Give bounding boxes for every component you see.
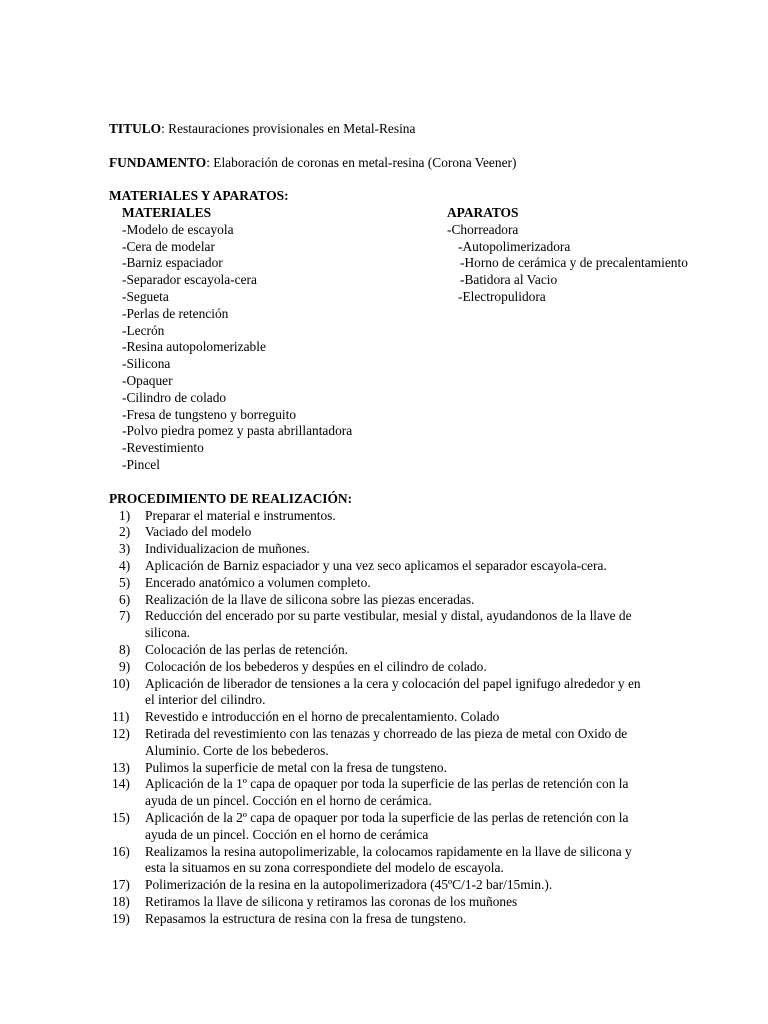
step-number: 16) <box>112 843 130 859</box>
procedure-step <box>109 575 729 592</box>
step-text: Retiramos la llave de silicona y retiramos las coronas de los muñones <box>145 893 518 909</box>
materiales-item: -Separador escayola-cera <box>122 272 257 288</box>
step-text: Revestido e introducción en el horno de precalentamiento. Colado <box>145 709 500 725</box>
procedure-step <box>109 676 729 710</box>
step-number: 2) <box>119 524 131 540</box>
step-number: 15) <box>112 809 130 825</box>
aparatos-column <box>447 205 688 306</box>
step-text: Encerado anatómico a volumen completo. <box>145 574 371 590</box>
procedure-step <box>109 877 729 894</box>
step-text: Aluminio. Corte de los bebederos. <box>145 742 329 758</box>
step-number: 12) <box>112 725 130 741</box>
step-text: Realización de la llave de silicona sobre las piezas enceradas. <box>145 591 475 607</box>
procedure-step <box>109 642 729 659</box>
step-number: 7) <box>119 608 131 624</box>
aparatos-item: -Batidora al Vacio <box>460 272 558 288</box>
step-number: 19) <box>112 910 130 926</box>
fundamento-text: : Elaboración de coronas en metal-resina (Corona Veener) <box>206 154 517 170</box>
materiales-item: -Fresa de tungsteno y borreguito <box>122 406 297 422</box>
step-text: Aplicación de la 1º capa de opaquer por toda la superficie de las perlas de retención con la <box>145 776 629 792</box>
step-text: silicona. <box>145 625 190 641</box>
titulo-text: : Restauraciones provisionales en Metal-Resina <box>161 121 416 136</box>
materiales-aparatos-columns <box>109 205 729 474</box>
procedure-step <box>109 894 729 911</box>
step-text: Aplicación de liberador de tensiones a la cera y colocación del papel ignifugo alrededor y en <box>145 675 641 691</box>
step-number: 17) <box>112 877 130 893</box>
step-text: esta la situamos en su zona correspondiete del modelo de escayola. <box>145 860 504 876</box>
step-text: Individualizacion de muñones. <box>145 541 310 557</box>
step-text: el interior del cilindro. <box>145 692 266 708</box>
step-text: Preparar el material e instrumentos. <box>145 507 336 523</box>
step-number: 3) <box>119 541 131 557</box>
step-number: 6) <box>119 591 131 607</box>
materiales-item: -Modelo de escayola <box>122 221 234 237</box>
step-text: Colocación de las perlas de retención. <box>145 641 349 657</box>
materiales-item: -Silicona <box>122 356 171 372</box>
titulo-line <box>109 121 729 138</box>
aparatos-item: -Chorreadora <box>447 221 519 237</box>
step-number: 13) <box>112 759 130 775</box>
fundamento-line <box>109 155 729 172</box>
step-text: Colocación de los bebederos y despúes en el cilindro de colado. <box>145 658 487 674</box>
aparatos-item: -Horno de cerámica y de precalentamiento <box>460 255 688 271</box>
step-number: 5) <box>119 574 131 590</box>
step-number: 18) <box>112 893 130 909</box>
materiales-item: -Polvo piedra pomez y pasta abrillantadora <box>122 423 353 439</box>
materiales-item: -Resina autopolomerizable <box>122 339 266 355</box>
procedure-step <box>109 592 729 609</box>
procedure-step <box>109 726 729 760</box>
procedure-step <box>109 776 729 810</box>
materiales-header: MATERIALES <box>122 204 212 220</box>
step-number: 10) <box>112 675 130 691</box>
materiales-item: -Pincel <box>122 456 160 472</box>
procedure-step <box>109 709 729 726</box>
materiales-item: -Cilindro de colado <box>122 389 227 405</box>
step-number: 9) <box>119 658 131 674</box>
materiales-item: -Lecrón <box>122 322 165 338</box>
step-text: Polimerización de la resina en la autopolimerizadora (45ºC/1-2 bar/15min.). <box>145 877 553 893</box>
document-page <box>109 121 729 928</box>
aparatos-list <box>447 222 688 306</box>
procedimiento-steps <box>109 508 729 928</box>
procedure-step <box>109 608 729 642</box>
procedure-step <box>109 810 729 844</box>
procedure-step <box>109 558 729 575</box>
step-number: 1) <box>119 507 131 523</box>
step-number: 4) <box>119 557 131 573</box>
procedure-step <box>109 760 729 777</box>
titulo-label: TITULO <box>109 121 162 136</box>
materiales-item: -Opaquer <box>122 372 173 388</box>
materiales-aparatos-heading: MATERIALES Y APARATOS: <box>109 188 289 204</box>
step-text: ayuda de un pincel. Cocción en el horno de cerámica <box>145 826 429 842</box>
procedure-step <box>109 844 729 878</box>
materiales-item: -Segueta <box>122 288 169 304</box>
procedure-step <box>109 541 729 558</box>
step-text: ayuda de un pincel. Cocción en el horno de cerámica. <box>145 793 432 809</box>
step-text: Pulimos la superficie de metal con la fresa de tungsteno. <box>145 759 447 775</box>
fundamento-label: FUNDAMENTO <box>109 154 207 170</box>
step-text: Vaciado del modelo <box>145 524 252 540</box>
step-text: Repasamos la estructura de resina con la fresa de tungsteno. <box>145 910 467 926</box>
procedure-step <box>109 508 729 525</box>
step-text: Retirada del revestimiento con las tenazas y chorreado de las pieza de metal con Oxido de <box>145 725 628 741</box>
materiales-item: -Barniz espaciador <box>122 255 223 271</box>
materiales-item: -Revestimiento <box>122 440 204 456</box>
step-text: Reducción del encerado por su parte vestibular, mesial y distal, ayudandonos de la llave de <box>145 608 632 624</box>
step-number: 8) <box>119 641 131 657</box>
procedimiento-heading: PROCEDIMIENTO DE REALIZACIÓN: <box>109 490 353 506</box>
aparatos-item: -Electropulidora <box>458 288 546 304</box>
procedure-step <box>109 659 729 676</box>
aparatos-header: APARATOS <box>447 204 519 220</box>
step-text: Aplicación de la 2º capa de opaquer por toda la superficie de las perlas de retención con la <box>145 809 629 825</box>
step-number: 14) <box>112 776 130 792</box>
materiales-list <box>122 222 352 474</box>
materiales-column <box>122 205 352 474</box>
materiales-item: -Perlas de retención <box>122 305 229 321</box>
materiales-item: -Cera de modelar <box>122 238 215 254</box>
procedure-step <box>109 911 729 928</box>
step-text: Aplicación de Barniz espaciador y una vez seco aplicamos el separador escayola-cera. <box>145 557 607 573</box>
step-number: 11) <box>112 709 130 725</box>
procedure-step <box>109 524 729 541</box>
aparatos-item: -Autopolimerizadora <box>458 238 571 254</box>
step-text: Realizamos la resina autopolimerizable, la colocamos rapidamente en la llave de silicona y <box>145 843 632 859</box>
